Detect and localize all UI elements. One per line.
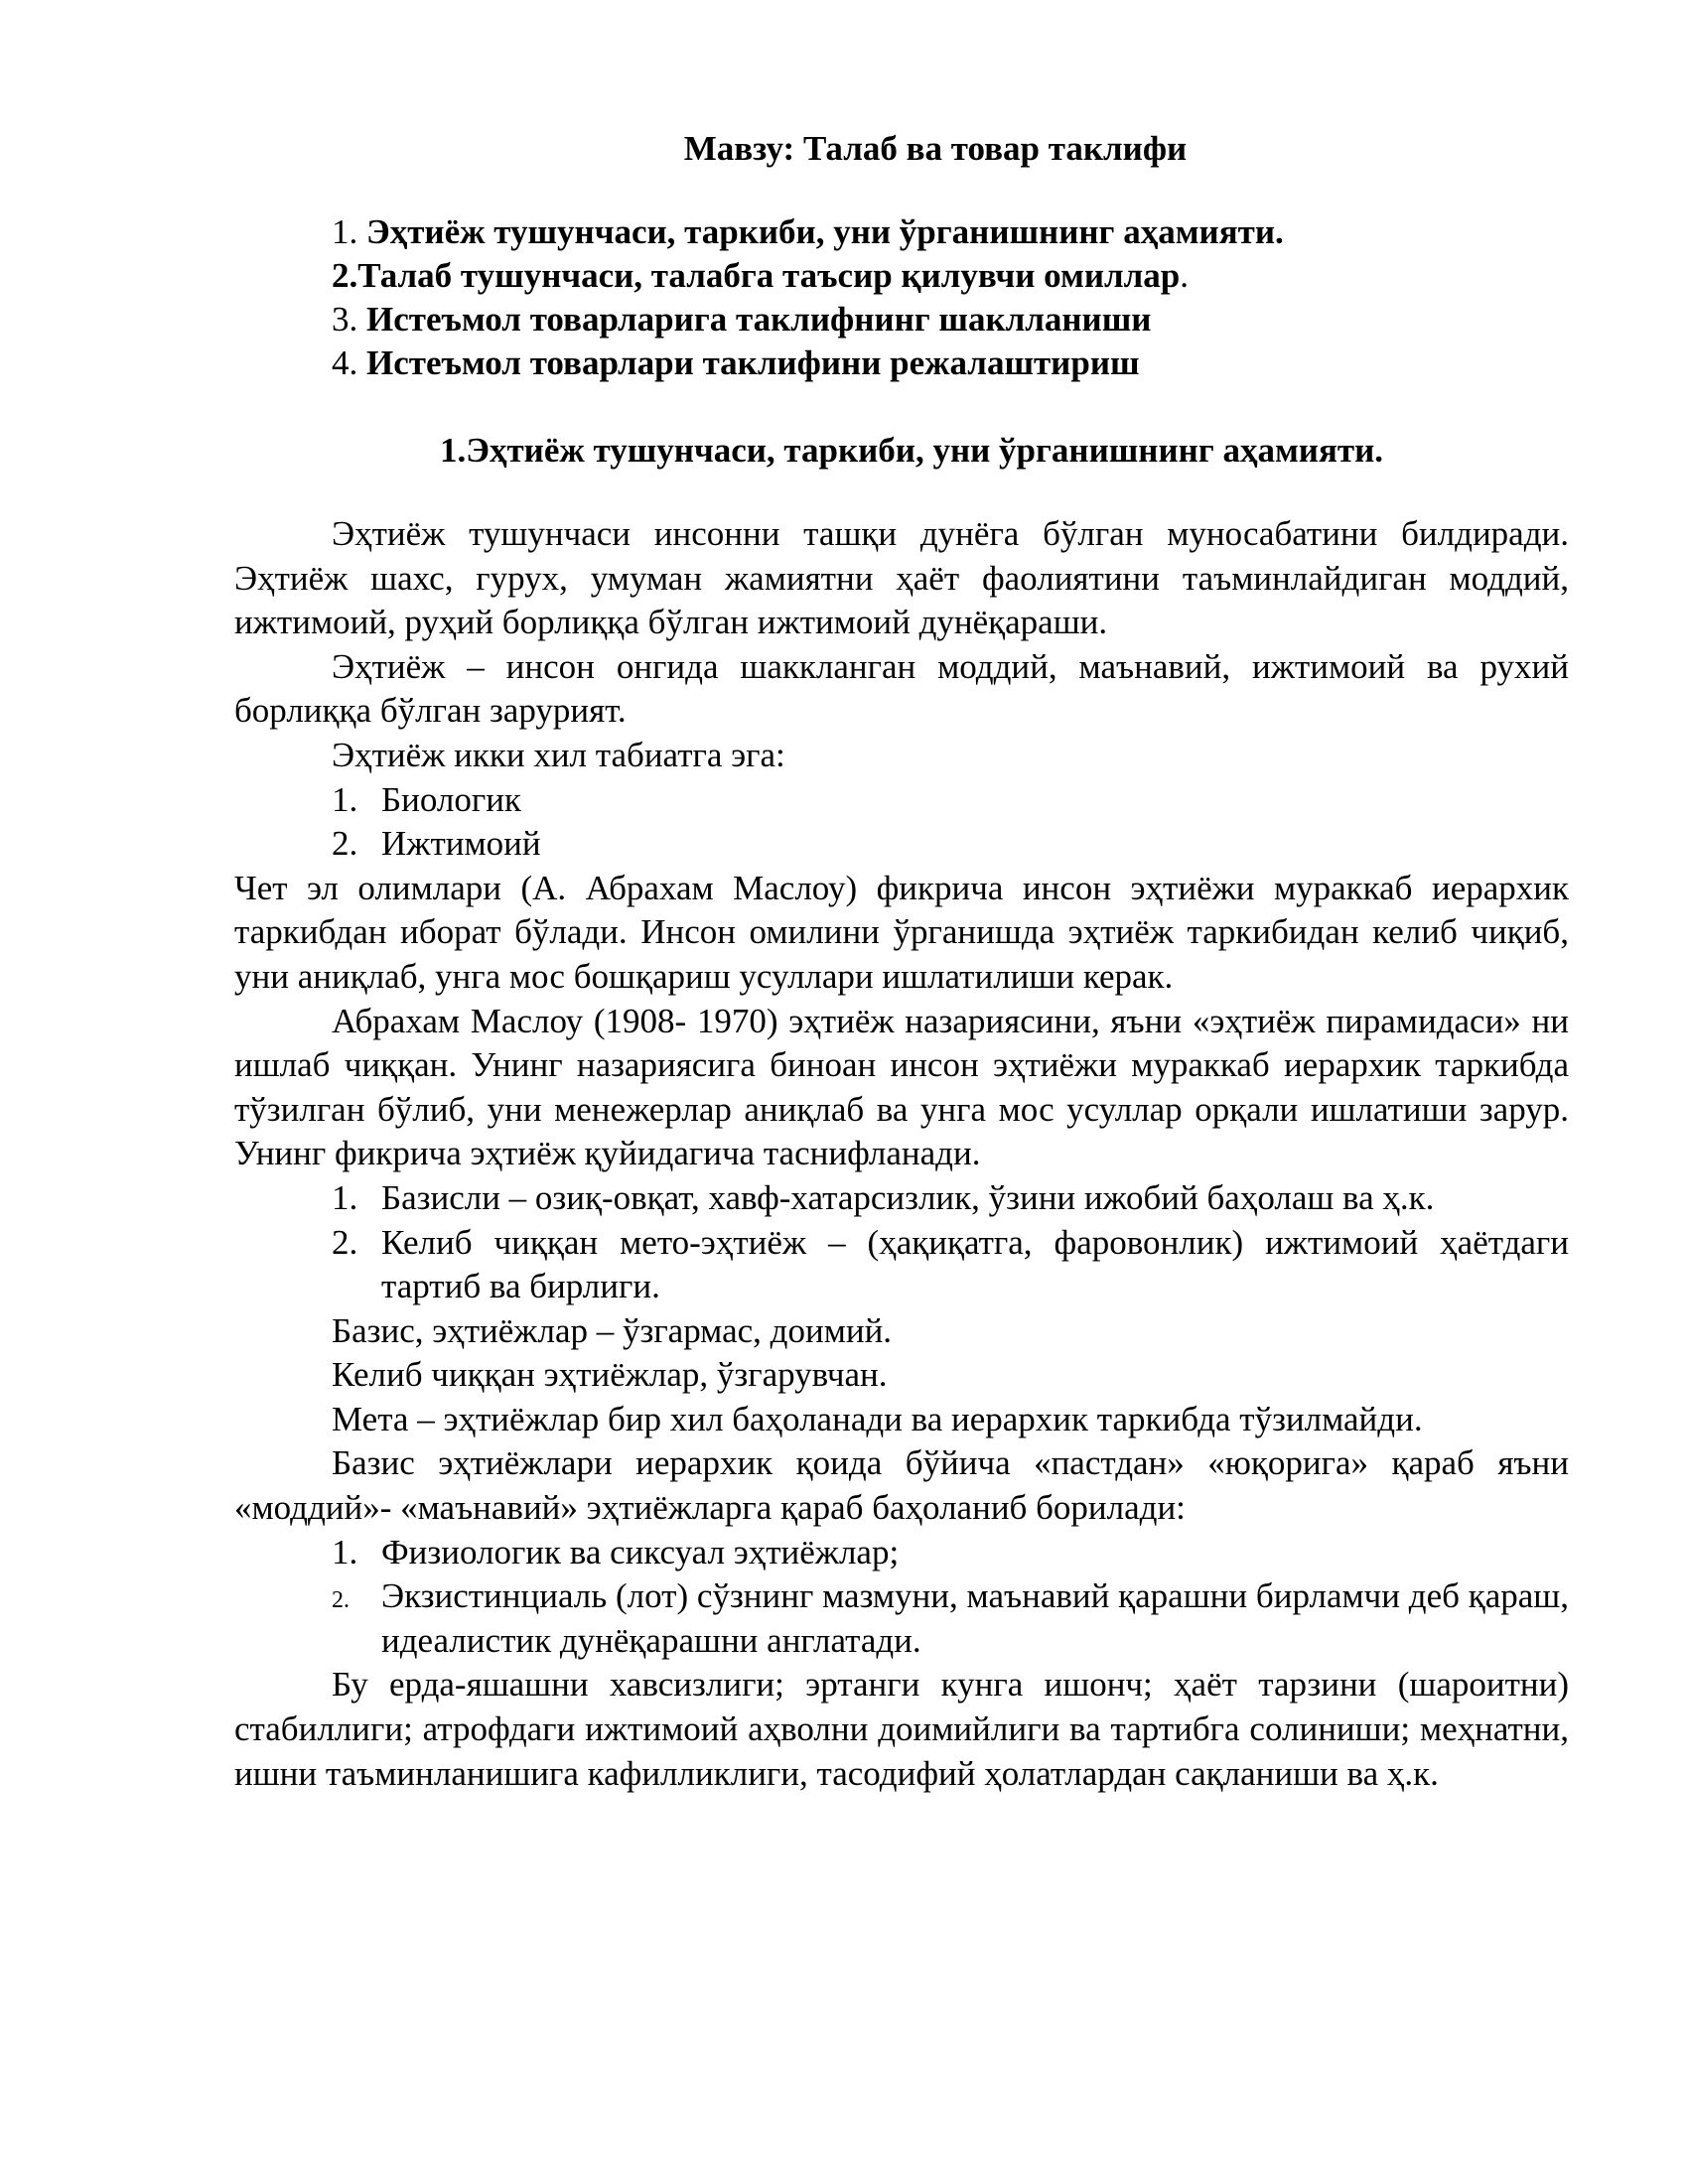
outline-item-3 [332,298,1569,341]
outline-item-text: Истеъмол товарлари таклифини режалаштириш [366,343,1140,382]
outline-item-text: Истеъмол товарларига таклифнинг шаклланиши [366,300,1152,339]
outline-item-number: 3. [332,300,366,339]
outline-item-text: Эҳтиёж тушунчаси, таркиби, уни ўрганишнинг аҳамияти. [366,212,1284,251]
outline-item-text: Талаб тушунчаси, талабга таъсир қилувчи омиллар [357,256,1181,295]
list-item-number: 2. [332,1587,350,1614]
paragraph-9: Базис эҳтиёжлари иерархик қоида бўйича «пастдан» «юқорига» қараб яъни «моддий»- «маънавий» эҳтиёжларга қараб баҳоланиб борилади: [234,1443,1569,1528]
list-item-text: Экзистинциаль (лот) сўзнинг мазмуни, маънавий қарашни бирламчи деб қараш, идеалистик дунёқарашни англатади. [381,1576,1569,1660]
paragraph-1: Эҳтиёж тушунчаси инсонни ташқи дунёга бўлган муносабатини билдиради. Эҳтиёж шахс, гурух, умуман жамиятни ҳаёт фаолиятини таъминлайдиган моддий, ижтимоий, руҳий борлиққа бўлган ижтимоий дунёқараши. [234,514,1569,642]
list-item [234,1531,1569,1575]
paragraph-4: Чет эл олимлари (А. Абрахам Маслоу) фикрича инсон эҳтиёжи мураккаб иерархик таркибдан иборат бўлади. Инсон омилини ўрганишда эҳтиёж таркибидан келиб чиқиб, уни аниқлаб, унга мос бошқариш усуллари ишлатилиши керак. [234,868,1569,996]
list-item-text: Физиологик ва сиксуал эҳтиёжлар; [381,1532,900,1571]
list-item [234,1221,1569,1309]
document-page [234,127,1569,1796]
list-item-number: 1. [332,1177,358,1217]
outline-item-tail: . [1180,256,1189,295]
list-item-number: 2. [332,824,358,864]
list-item [234,1176,1569,1221]
list-item [234,778,1569,823]
list-item-text: Базисли – озиқ-овқат, хавф-хатарсизлик, ўзини ижобий баҳолаш ва ҳ.к. [381,1177,1435,1217]
section-heading: 1.Эҳтиёж тушунчаси, таркиби, уни ўрганишнинг аҳамияти. [440,431,1383,470]
list-item-number: 2. [332,1222,358,1262]
outline-item-2 [332,254,1569,298]
list-item [234,822,1569,867]
paragraph-2: Эҳтиёж – инсон онгида шаккланган моддий, маънавий, ижтимоий ва рухий борлиққа бўлган зарурият. [234,646,1569,731]
needs-nature-list [234,778,1569,867]
outline-item-1 [332,210,1569,254]
list-item-text: Ижтимоий [381,824,541,864]
basis-needs-list [234,1531,1569,1664]
paragraph-3: Эҳтиёж икки хил табиатга эга: [332,735,785,774]
paragraph-8: Мета – эҳтиёжлар бир хил баҳоланади ва иерархик таркибда тўзилмайди. [332,1399,1423,1438]
topic-outline [234,210,1569,385]
list-item-text: Биологик [381,779,521,819]
outline-item-number: 4. [332,343,366,382]
outline-item-4 [332,341,1569,385]
list-item-number: 1. [332,779,358,819]
paragraph-6: Базис, эҳтиёжлар – ўзгармас, доимий. [332,1310,893,1350]
needs-classification-list [234,1176,1569,1309]
paragraph-7: Келиб чиққан эҳтиёжлар, ўзгарувчан. [332,1355,888,1395]
outline-item-number: 1. [332,212,366,251]
list-item-text: Келиб чиққан мето-эҳтиёж – (ҳақиқатга, фаровонлик) ижтимоий ҳаётдаги тартиб ва бирлиги. [381,1222,1569,1306]
list-item [234,1574,1569,1663]
outline-item-number: 2. [332,256,358,295]
document-title: Мавзу: Талаб ва товар таклифи [683,129,1188,168]
list-item-number: 1. [332,1532,358,1571]
paragraph-10: Бу ерда-яшашни хавсизлиги; эртанги кунга ишонч; ҳаёт тарзини (шароитни) стабиллиги; атрофдаги ижтимоий аҳволни доимийлиги ва тартибга солиниши; меҳнатни, ишни таъминланишига кафилликлиги, тасодифий ҳолатлардан сақланиши ва ҳ.к. [234,1665,1569,1793]
paragraph-5: Абрахам Маслоу (1908- 1970) эҳтиёж назариясини, яъни «эҳтиёж пирамидаси» ни ишлаб чиққан. Унинг назариясига биноан инсон эҳтиёжи мураккаб иерархик таркибда тўзилган бўлиб, уни менежерлар аниқлаб ва унга мос усуллар орқали ишлатиши зарур. Унинг фикрича эҳтиёж қуйидагича таснифланади. [234,1001,1569,1173]
